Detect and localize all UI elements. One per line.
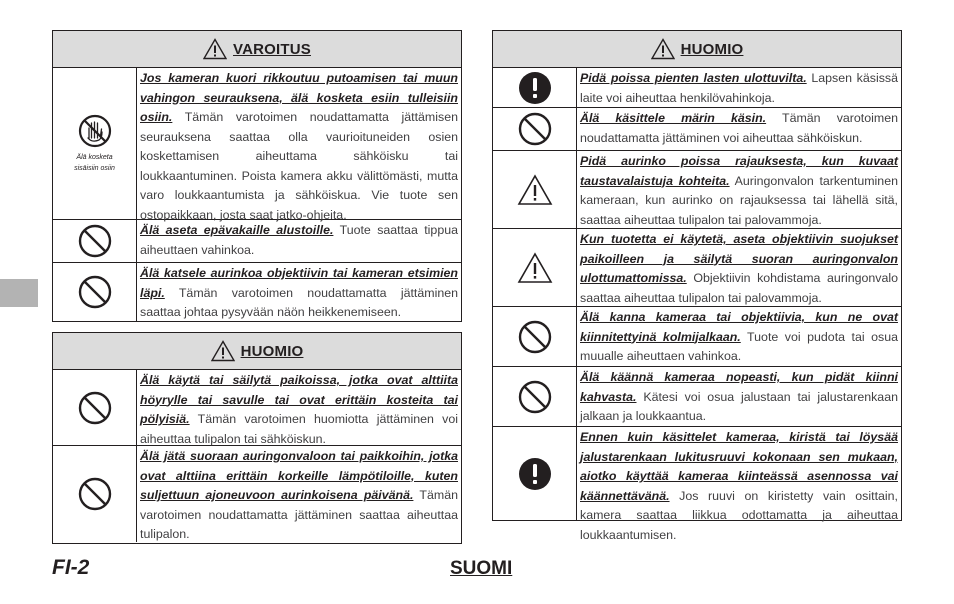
caution-row: [493, 427, 901, 542]
row-heading: Älä jätä suoraan auringonvaloon tai paikkoihin, jotka ovat alttiina erittäin korkeille lämpötiloille, kuten suljettuun ajoneuvoon aurinkoisena päivänä.: [140, 449, 458, 502]
row-text: [137, 446, 461, 542]
row-body: Tämän varotoimen huomiotta jättäminen voi aiheuttaa tulipalon tai sähköiskun.: [140, 412, 458, 446]
prohibited-icon: [518, 320, 552, 354]
prohibited-icon: [78, 391, 112, 425]
warning-header: [53, 31, 461, 68]
caution-row: [493, 229, 901, 307]
icon-cell: [493, 367, 577, 426]
caution-row: [493, 151, 901, 229]
caution-row: [493, 307, 901, 367]
warning-title: VAROITUS: [233, 40, 311, 58]
row-heading: Älä kanna kameraa tai objektiivia, kun ne ovat kiinnitettyinä kolmijalkaan.: [580, 310, 898, 344]
icon-cell: [493, 68, 577, 107]
row-body: Lapsen käsissä laite voi aiheuttaa henkilövahinkoja.: [580, 71, 898, 105]
icon-cell: [493, 427, 577, 521]
row-body: Tämän varotoimen noudattamatta jättäminen voi aiheuttaa sähköiskun.: [580, 111, 898, 145]
icon-cell: [493, 108, 577, 150]
row-text: [137, 220, 461, 262]
row-heading: Älä käytä tai säilytä paikoissa, jotka ovat alttiita höyrylle tai savulle tai ovat erittäin kosteita tai pölyisiä.: [140, 373, 458, 426]
row-text: [577, 307, 901, 366]
row-text: [577, 427, 901, 542]
row-text: [137, 263, 461, 321]
warning-triangle-icon: [211, 340, 235, 362]
section-tab-marker: [0, 279, 38, 307]
row-body: Tuote voi pudota tai osua muualle aiheuttaen vahinkoa.: [580, 329, 899, 363]
row-heading: Ennen kuin käsittelet kameraa, kiristä tai löysää jalustarenkaan lukitusruuvi kokonaan sen mukaan, aiotko käyttää kameraa kiinteässä asennossa vai käännettävänä.: [580, 430, 898, 503]
language-label: SUOMI: [450, 558, 513, 579]
row-body: Kätesi voi osua jalustaan tai jalustarenkaan jalkaan ja loukkaantua.: [580, 389, 898, 423]
prohibited-icon: [78, 275, 112, 309]
caution-header: [53, 333, 461, 370]
caution-table-left: [52, 332, 462, 544]
row-text: [577, 68, 901, 107]
row-body: Tämän varotoimen noudattamatta jättäminen saattaa johtaa pysyvään näön heikkenemiseen.: [140, 285, 458, 319]
row-heading: Jos kameran kuori rikkoutuu putoamisen tai muun vahingon seurauksena, älä kosketa esiin tulleisiin osiin.: [140, 71, 458, 124]
page-number: FI-2: [52, 556, 90, 579]
row-heading: Älä katsele aurinkoa objektiivin tai kameran etsimien läpi.: [140, 266, 458, 300]
prohibited-icon: [78, 224, 112, 258]
caution-row: [493, 68, 901, 108]
do-not-touch-icon: [78, 114, 112, 148]
row-heading: Älä käännä kameraa nopeasti, kun pidät kiinni kahvasta.: [580, 370, 898, 404]
caution-row: [53, 370, 461, 446]
row-heading: Älä aseta epävakaille alustoille.: [140, 223, 334, 237]
row-body: Auringonvalon tarkentuminen kameraan, kun aurinko on rajauksessa tai lähellä sitä, saattaa aiheuttaa tulipalon tai palovammoja.: [580, 173, 898, 227]
mandatory-icon: [518, 71, 552, 105]
warning-triangle-icon: [517, 174, 553, 206]
row-heading: Kun tuotetta ei käytetä, aseta objektiivin suojukset paikoilleen ja säilytä suoran auringonvalon ulottumattomissa.: [580, 232, 898, 285]
icon-cell: [53, 446, 137, 542]
icon-cell: [53, 263, 137, 321]
warning-row: [53, 68, 461, 220]
warning-table: [52, 30, 462, 322]
row-heading: Älä käsittele märin käsin.: [580, 111, 767, 125]
icon-cell: [493, 229, 577, 306]
prohibited-icon: [78, 477, 112, 511]
icon-cell: [493, 307, 577, 366]
row-body: Tämän varotoimen noudattamatta jättämisen seurauksena saattaa olla vaurioituneiden osien koskettamisen aiheuttama sähköisku tai loukkaantuminen. Poista kamera akku välittömästi, mutta varo loukkaantumista ja sähköiskua. Vie tuote sen ostopaikkaan, josta saat jatko-ohjeita.: [140, 110, 458, 222]
warning-triangle-icon: [651, 38, 675, 60]
icon-cell: [53, 68, 137, 219]
row-body: Objektiivin kohdistama auringonvalo saattaa aiheuttaa tulipalon tai palovammoja.: [580, 271, 898, 305]
caution-row: [493, 367, 901, 427]
row-body: Jos ruuvi on kiristetty vain osittain, kamera saattaa liikkua odottamatta ja aiheuttaa loukkaantumisen.: [580, 488, 898, 542]
row-text: [137, 68, 461, 222]
prohibited-icon: [518, 380, 552, 414]
row-heading: Pidä poissa pienten lasten ulottuvilta.: [580, 71, 807, 85]
caution-row: [493, 108, 901, 151]
row-text: [577, 367, 901, 426]
row-body: Tämän varotoimen noudattamatta jättäminen saattaa aiheuttaa tulipalon.: [140, 488, 458, 541]
caution-table-right: [492, 30, 902, 542]
row-text: [137, 370, 461, 445]
row-body: Tuote saattaa tippua aiheuttaen vahinkoa.: [140, 223, 458, 257]
row-text: [577, 151, 901, 228]
icon-cell: [493, 151, 577, 228]
prohibited-icon: [518, 112, 552, 146]
warning-triangle-icon: [517, 252, 553, 284]
row-text: [577, 108, 901, 150]
row-heading: Pidä aurinko poissa rajauksesta, kun kuvaat taustavalaistuja kohteita.: [580, 154, 898, 188]
caution-row: [53, 446, 461, 542]
warning-row: [53, 220, 461, 263]
icon-caption: Älä kosketa sisäisiin osiin: [74, 153, 115, 172]
caution-header: [493, 31, 901, 68]
mandatory-icon: [518, 457, 552, 491]
icon-cell: [53, 220, 137, 262]
row-text: [577, 229, 901, 306]
caution-title: HUOMIO: [240, 342, 304, 360]
caution-title: HUOMIO: [680, 40, 744, 58]
icon-cell: [53, 370, 137, 445]
warning-row: [53, 263, 461, 321]
warning-triangle-icon: [203, 38, 227, 60]
